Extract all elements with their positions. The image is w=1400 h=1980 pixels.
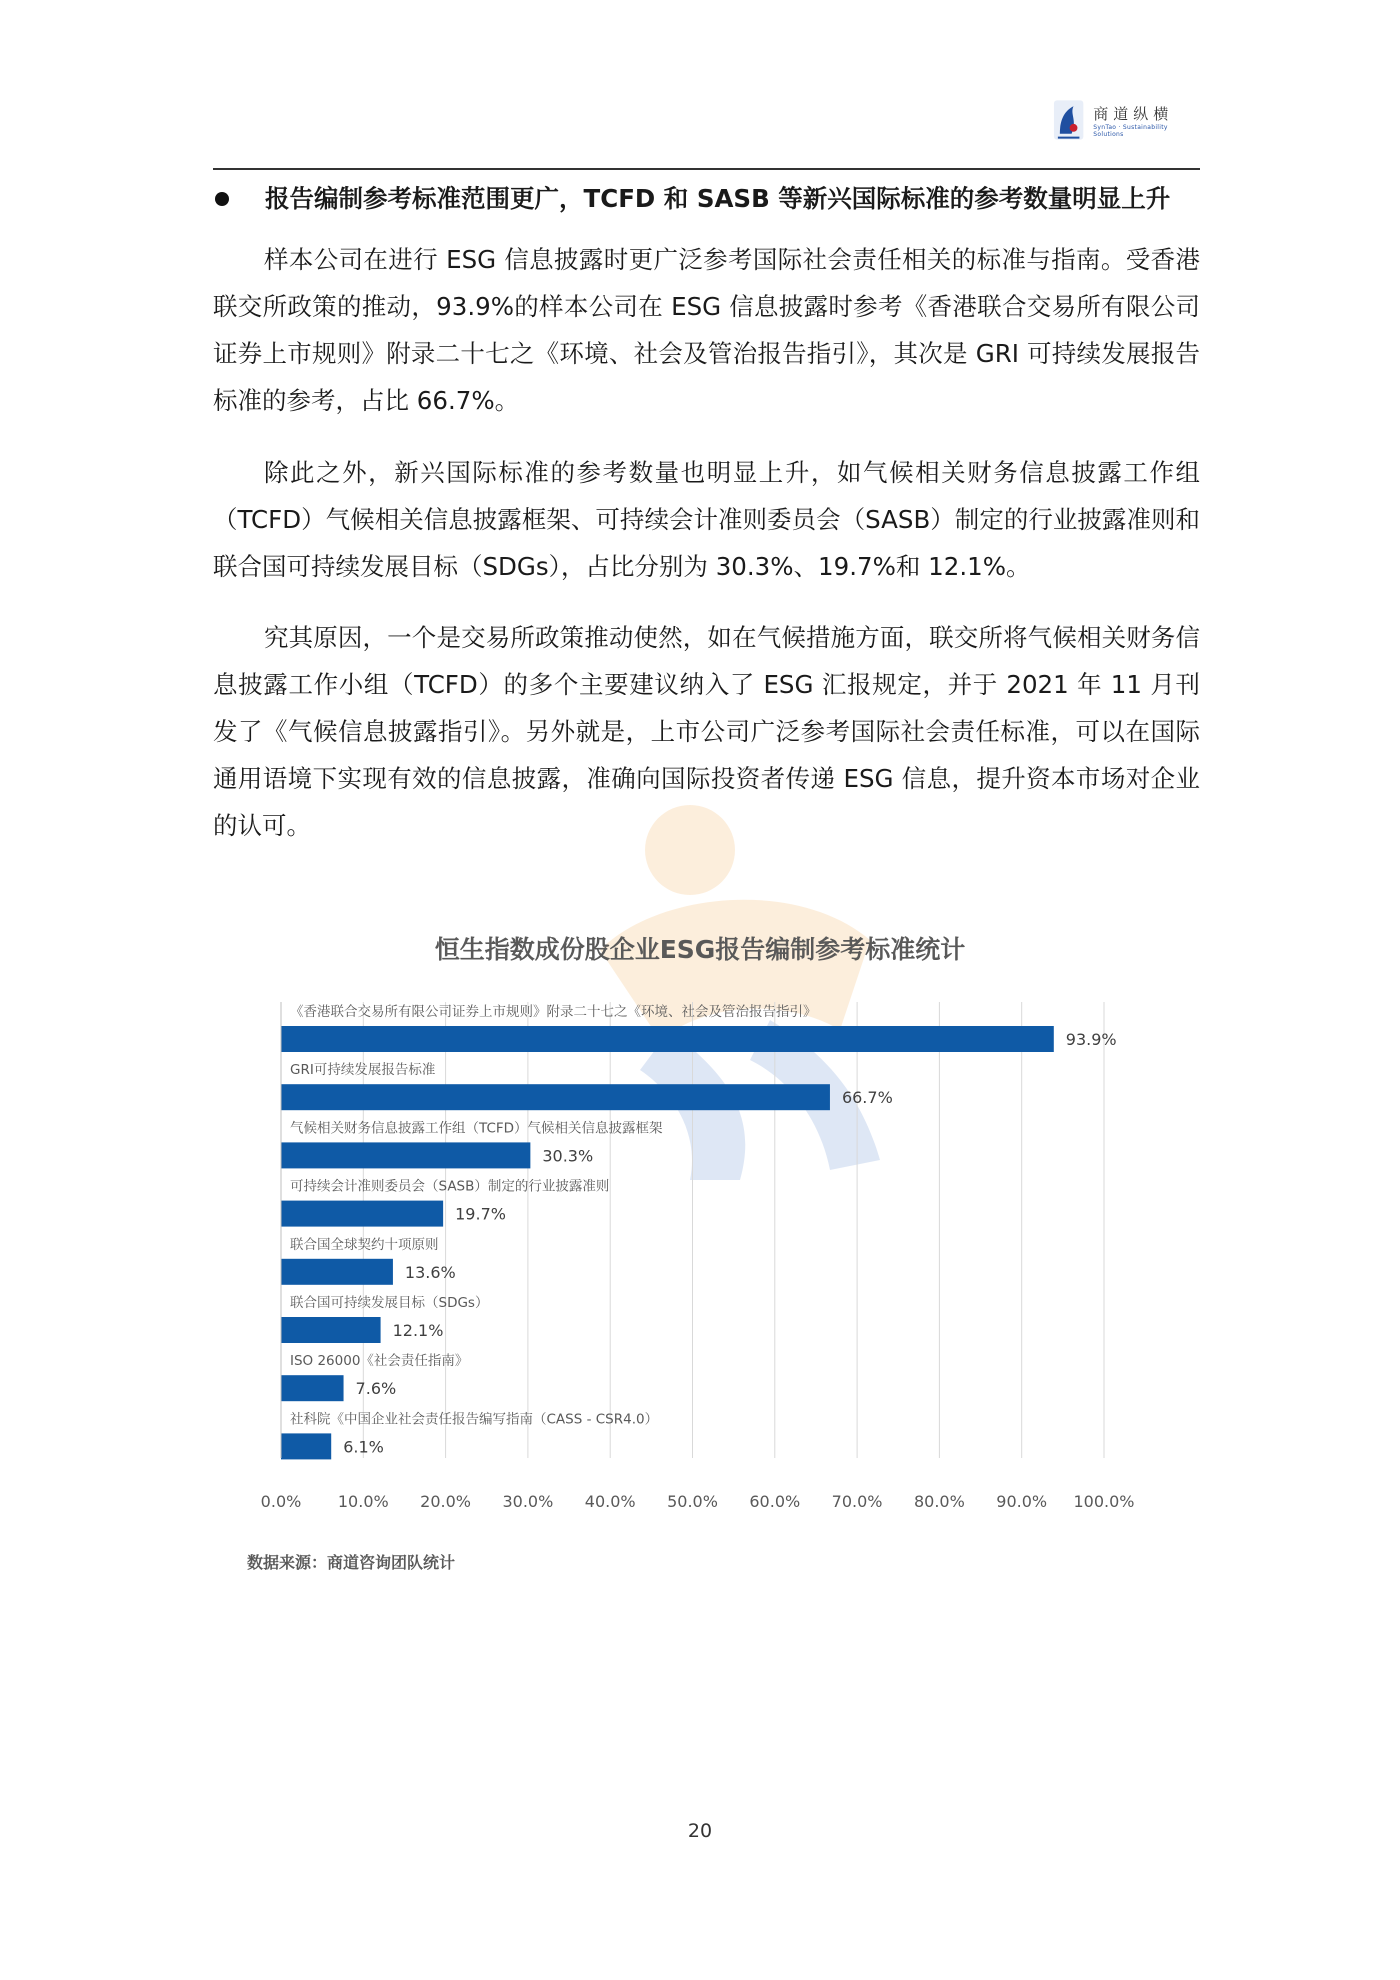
x-tick-label: 10.0% — [337, 1492, 389, 1511]
paragraph-1: 样本公司在进行 ESG 信息披露时更广泛参考国际社会责任相关的标准与指南。受香港联交所政策的推动，93.9%的样本公司在 ESG 信息披露时参考《香港联合交易所有限公司证券上市规则》附录二十七之《环境、社会及管治报告指引》，其次是 GRI 可持续发展报告标准的参考，占比 66.7%。 — [213, 245, 1200, 415]
bar — [281, 1259, 393, 1285]
logo-chinese-name: 商道纵横 — [1093, 104, 1174, 123]
x-tick-label: 20.0% — [420, 1492, 472, 1511]
bar — [281, 1201, 443, 1227]
category-label: 可持续会计准则委员会（SASB）制定的行业披露准则 — [290, 1178, 610, 1195]
data-source-note: 数据来源：商道咨询团队统计 — [247, 1553, 456, 1572]
category-label: GRI可持续发展报告标准 — [290, 1062, 436, 1079]
bar — [281, 1433, 331, 1459]
bar-value-label: 93.9% — [1065, 1030, 1117, 1049]
category-label: ISO 26000《社会责任指南》 — [290, 1353, 469, 1370]
bar — [281, 1375, 344, 1401]
paragraph-2: 除此之外，新兴国际标准的参考数量也明显上升，如气候相关财务信息披露工作组（TCFD）气候相关信息披露框架、可持续会计准则委员会（SASB）制定的行业披露准则和联合国可持续发展目标（SDGs），占比分别为 30.3%、19.7%和 12.1%。 — [213, 457, 1200, 581]
logo-english-name: SynTao · Sustainability Solutions — [1093, 123, 1168, 138]
bar — [281, 1084, 830, 1110]
bar — [281, 1317, 381, 1343]
x-tick-label: 80.0% — [913, 1492, 965, 1511]
company-logo — [1052, 96, 1198, 144]
x-tick-label: 70.0% — [831, 1492, 883, 1511]
category-label: 联合国可持续发展目标（SDGs） — [290, 1295, 489, 1311]
bullet-icon — [215, 192, 229, 206]
section-heading — [213, 176, 1200, 222]
category-label: 气候相关财务信息披露工作组（TCFD）气候相关信息披露框架 — [290, 1120, 663, 1137]
x-tick-label: 50.0% — [667, 1492, 718, 1511]
bar — [281, 1142, 530, 1168]
logo-emblem-icon — [1052, 98, 1085, 142]
body-content — [213, 176, 1200, 874]
x-tick-label: 90.0% — [996, 1492, 1048, 1511]
chart-title: 恒生指数成份股企业ESG报告编制参考标准统计 — [434, 935, 966, 964]
bar-value-label: 19.7% — [455, 1204, 506, 1224]
bar-value-label: 12.1% — [392, 1321, 444, 1340]
x-tick-label: 40.0% — [584, 1492, 636, 1511]
chart-plot — [230, 930, 1170, 1550]
x-tick-label: 60.0% — [749, 1492, 801, 1511]
bar-value-label: 6.1% — [343, 1437, 384, 1457]
bar-chart — [230, 930, 1170, 1590]
x-tick-label: 100.0% — [1073, 1492, 1135, 1511]
x-tick-label: 30.0% — [502, 1492, 554, 1511]
bar-value-label: 7.6% — [355, 1379, 397, 1399]
paragraph-3: 究其原因，一个是交易所政策推动使然，如在气候措施方面，联交所将气候相关财务信息披露工作小组（TCFD）的多个主要建议纳入了 ESG 汇报规定，并于 2021 年 11 月刊发了《气候信息披露指引》。另外就是，上市公司广泛参考国际社会责任标准，可以在国际通用语境下实现有效的信息披露，准确向国际投资者传递 ESG 信息，提升资本市场对企业的认可。 — [213, 623, 1200, 840]
bar-value-label: 30.3% — [542, 1146, 594, 1166]
bar-value-label: 13.6% — [404, 1262, 456, 1282]
category-label: 社科院《中国企业社会责任报告编写指南（CASS - CSR4.0） — [290, 1411, 659, 1428]
page-number: 20 — [687, 1820, 713, 1842]
x-tick-label: 0.0% — [260, 1492, 302, 1511]
section-heading-text: 报告编制参考标准范围更广，TCFD 和 SASB 等新兴国际标准的参考数量明显上升 — [265, 184, 1171, 213]
bar — [281, 1026, 1054, 1052]
category-label: 联合国全球契约十项原则 — [290, 1236, 439, 1253]
header-divider — [213, 168, 1200, 170]
bar-value-label: 66.7% — [841, 1088, 893, 1108]
category-label: 《香港联合交易所有限公司证券上市规则》附录二十七之《环境、社会及管治报告指引》 — [290, 1004, 817, 1020]
